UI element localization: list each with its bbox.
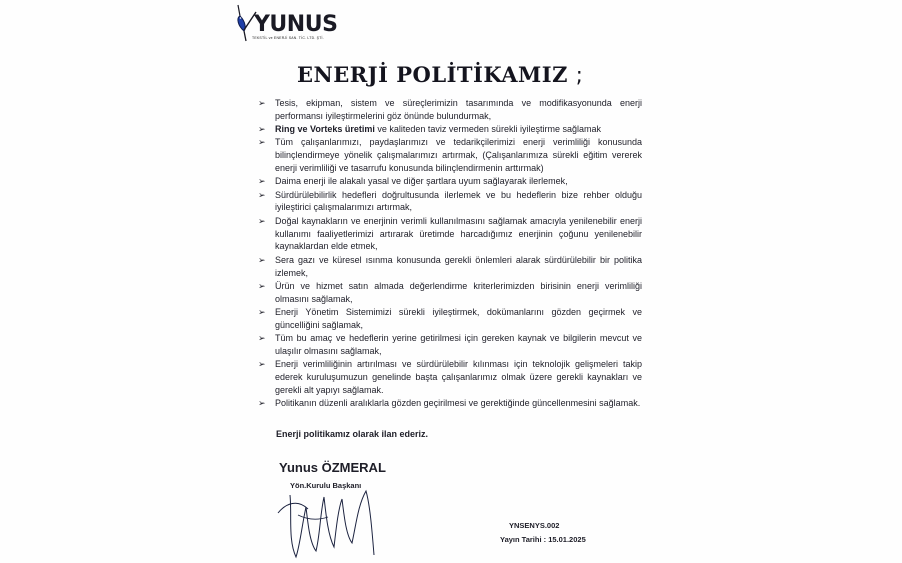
arrow-bullet-icon: ➢ [258, 280, 266, 291]
policy-item [258, 123, 642, 136]
closing-statement: Enerji politikamız olarak ilan ederiz. [276, 429, 429, 439]
policy-item-text: Daima enerji ile alakalı yasal ve diğer şartlara uyum sağlayarak ilerlemek, [275, 176, 568, 187]
handwritten-signature [276, 485, 386, 560]
arrow-bullet-icon: ➢ [258, 215, 266, 226]
arrow-bullet-icon: ➢ [258, 124, 266, 135]
arrow-bullet-icon: ➢ [258, 398, 266, 409]
arrow-bullet-icon: ➢ [258, 176, 266, 187]
signer-name: Yunus ÖZMERAL [279, 460, 386, 475]
policy-item [258, 97, 642, 123]
policy-item-text: Sürdürülebilirlik hedefleri doğrultusunda ilerlemek ve bu hedeflerin bize rehber olduğu iyileştirici çalışmalarımızı artırmak, [275, 189, 642, 213]
arrow-bullet-icon: ➢ [258, 98, 266, 108]
policy-item-bold: Ring ve Vorteks üretimi [275, 124, 375, 135]
policy-item [258, 397, 642, 410]
signer-role: Yön.Kurulu Başkanı [290, 481, 362, 490]
policy-item [258, 280, 642, 306]
policy-item [258, 332, 642, 358]
arrow-bullet-icon: ➢ [258, 332, 266, 343]
policy-item-text: Ürün ve hizmet satın almada değerlendirme kriterlerimizden birisinin enerji verimliliği olmasını sağlamak, [275, 280, 642, 304]
title-text: ENERJİ POLİTİKAMIZ [297, 62, 568, 87]
arrow-bullet-icon: ➢ [258, 137, 266, 148]
policy-item [258, 215, 642, 254]
policy-item-text: Tesis, ekipman, sistem ve süreçlerimizin tasarımında ve modifikasyonunda enerji performansı iyileştirmelerini göz önünde bulundurmak, [275, 98, 642, 121]
policy-item-text: Enerji Yönetim Sistemimizi sürekli iyileştirmek, dokümanlarını gözden geçirmek ve güncelliğini sağlamak, [275, 306, 642, 330]
policy-item-text: Politikanın düzenli aralıklarla gözden geçirilmesi ve gerektiğinde güncellenmesini sağlamak. [275, 398, 641, 409]
policy-item [258, 358, 642, 397]
logo-subtitle: TEKSTİL ve ENERJİ SAN. TİC. LTD. ŞTİ. [252, 36, 324, 40]
publication-date: Yayın Tarihi : 15.01.2025 [500, 535, 586, 544]
policy-item-text: ve kaliteden taviz vermeden sürekli iyileştirme sağlamak [374, 124, 601, 135]
policy-item-text: Enerji verimliliğinin artırılması ve sürdürülebilir kılınması için teknolojik gelişmeleri takip ederek kuruluşumuzun genelinde başta çalışanlarımız olmak üzere gerekli kaynakları ve gerekli alt yapıyı sağlamak. [275, 359, 642, 395]
policy-item [258, 306, 642, 332]
company-logo [232, 4, 338, 44]
policy-item [258, 254, 642, 280]
logo-brand-text: YUNUS [254, 12, 338, 37]
title-punct: ; [575, 63, 584, 87]
policy-item-text: Doğal kaynakların ve enerjinin verimli kullanılmasını sağlamak amacıyla yenilenebilir enerji kullanımı faaliyetlerimizi artırarak üretimde harcadığımız enerjinin çoğunu yenilenebilir kaynaklardan elde etmek, [275, 215, 642, 252]
policy-list [258, 97, 642, 410]
policy-item-text: Tüm çalışanlarımızı, paydaşlarımızı ve tedarikçilerimizi enerji verimliliği konusunda bilinçlendirmeye yönelik çalışmalarımızı artırmak, (Çalışanlarımıza sürekli eğitim vererek enerji verimliliği ve tasarrufu konusunda bilinçlendirmenin arttırmak) [275, 137, 642, 174]
arrow-bullet-icon: ➢ [258, 359, 266, 370]
page-title [297, 62, 583, 87]
policy-item [258, 175, 642, 188]
arrow-bullet-icon: ➢ [258, 254, 266, 265]
document-code: YNSENYS.002 [509, 521, 560, 530]
policy-item-text: Tüm bu amaç ve hedeflerin yerine getirilmesi için gereken kaynak ve bilgilerin mevcut ve ulaşılır olmasını sağlamak, [275, 332, 642, 356]
arrow-bullet-icon: ➢ [258, 189, 266, 200]
policy-item [258, 136, 642, 175]
policy-item [258, 189, 642, 215]
arrow-bullet-icon: ➢ [258, 306, 266, 317]
policy-item-text: Sera gazı ve küresel ısınma konusunda gerekli önlemleri alarak sürdürülebilir bir politika izlemek, [275, 254, 642, 278]
